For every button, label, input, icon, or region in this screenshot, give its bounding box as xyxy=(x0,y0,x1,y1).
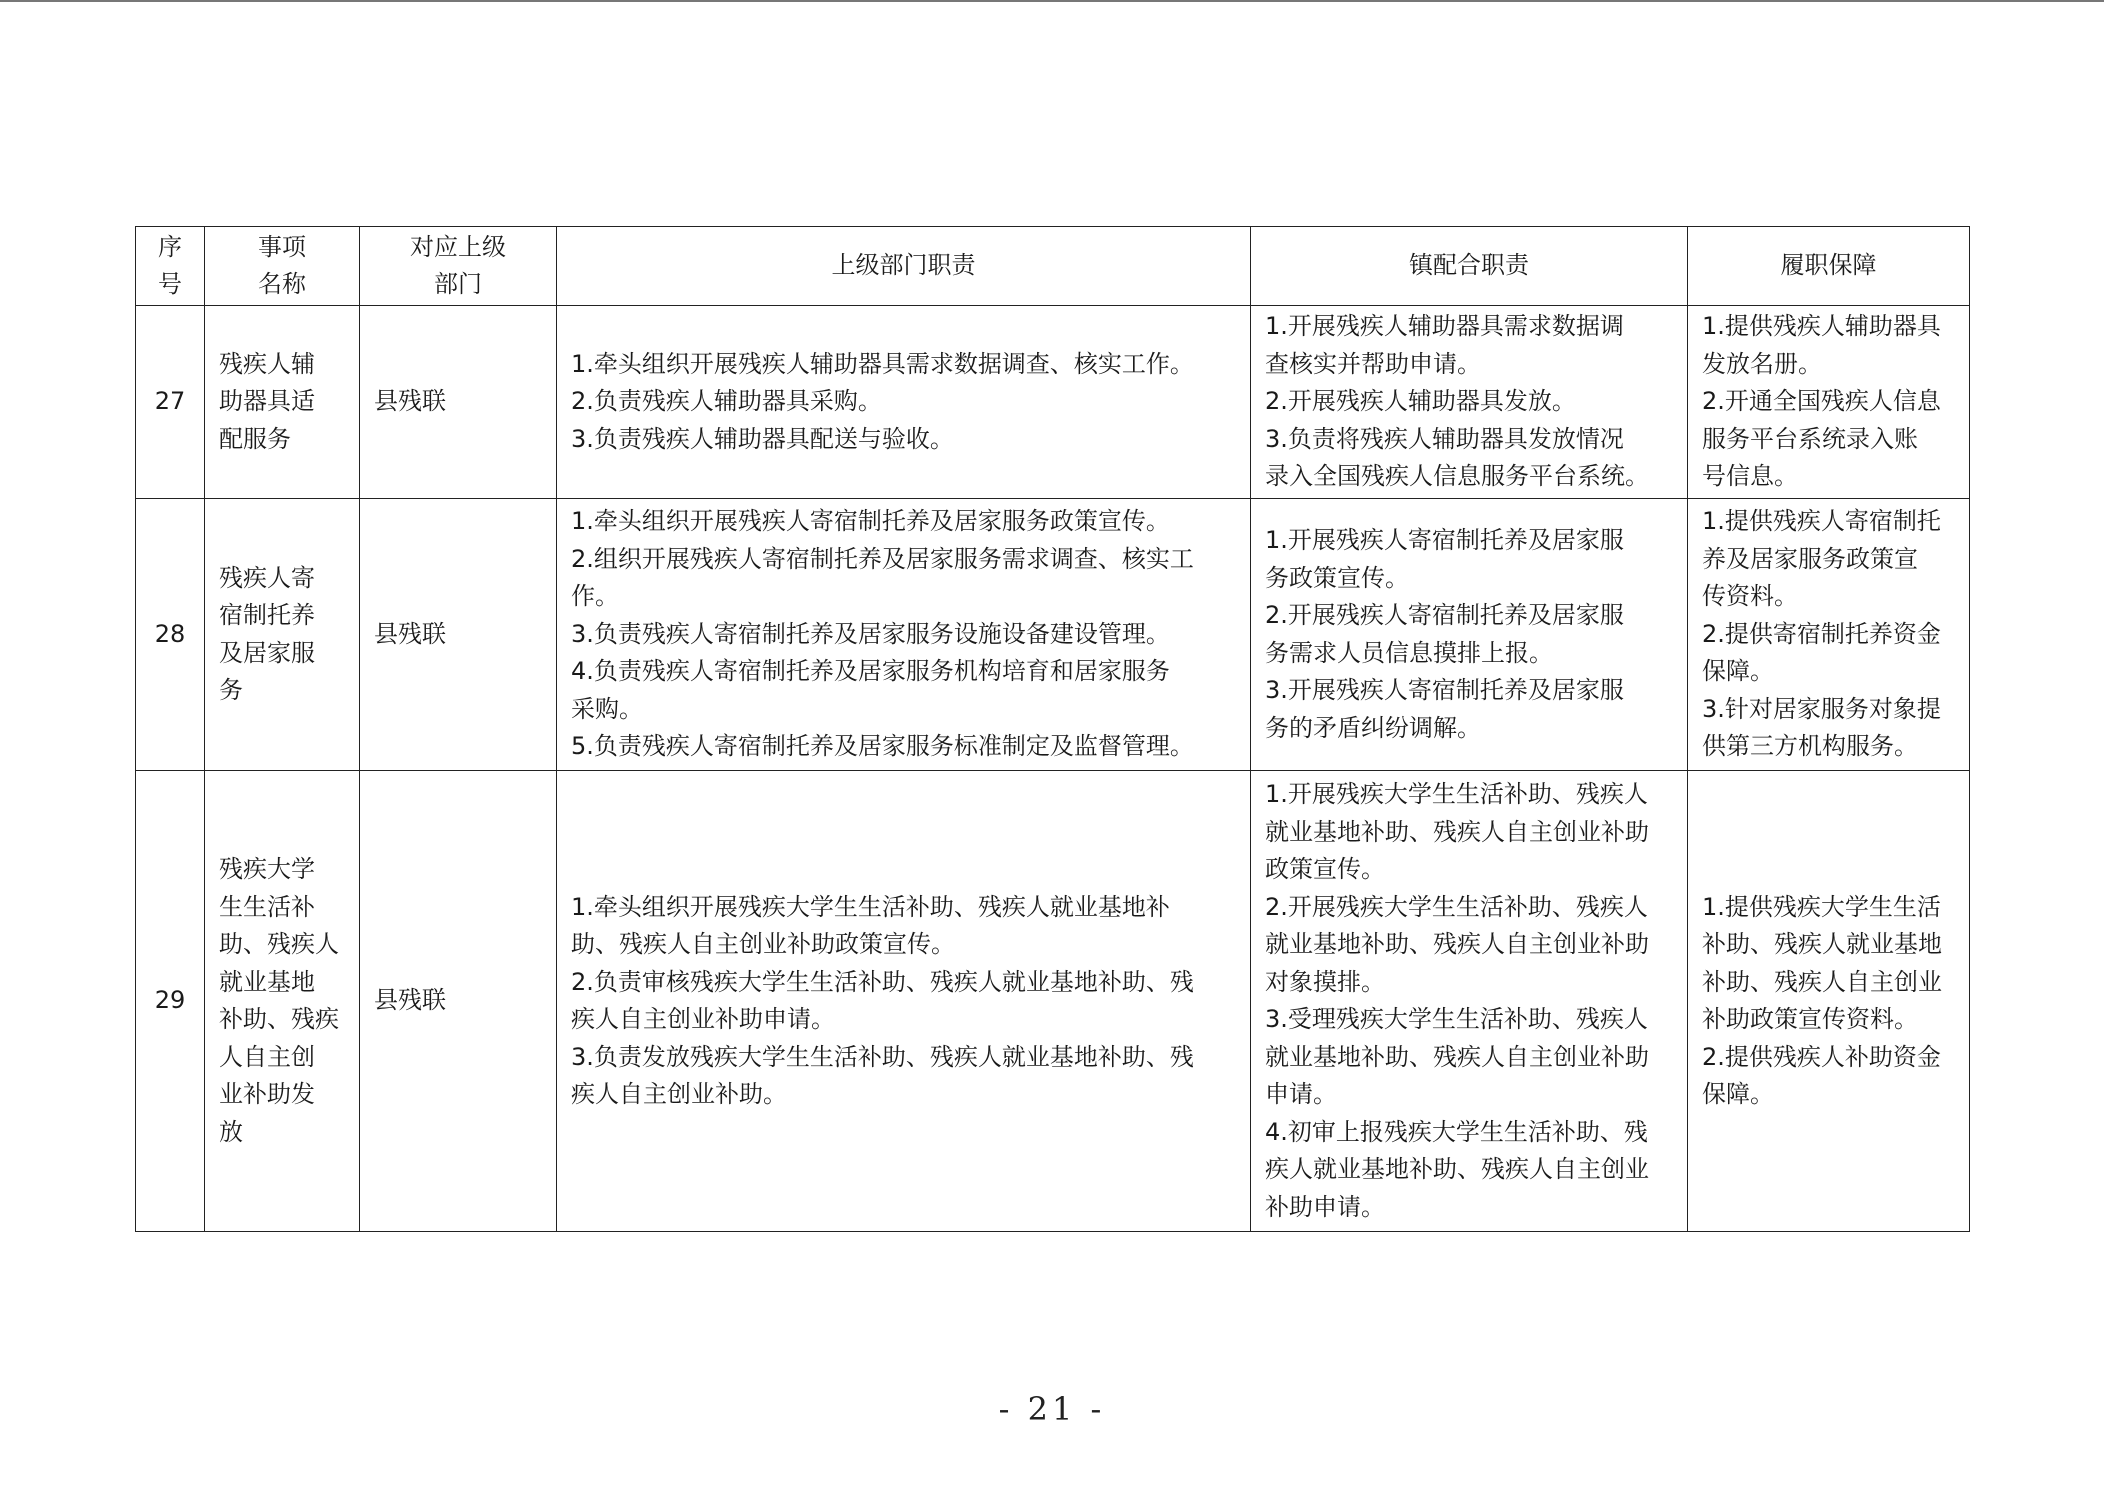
town-duties: 1.开展残疾人辅助器具需求数据调 查核实并帮助申请。 2.开展残疾人辅助器具发放。 3.负责将残疾人辅助器具发放情况 录入全国残疾人信息服务平台系统。 xyxy=(1251,306,1688,499)
item-name: 残疾人辅 助器具适 配服务 xyxy=(205,306,360,499)
page-number: - 21 - xyxy=(998,1390,1106,1428)
duty-table xyxy=(135,226,1970,1232)
table-row xyxy=(136,306,1970,499)
table-row xyxy=(136,771,1970,1232)
superior-duties: 1.牵头组织开展残疾人寄宿制托养及居家服务政策宣传。 2.组织开展残疾人寄宿制托养及居家服务需求调查、核实工 作。 3.负责残疾人寄宿制托养及居家服务设施设备建设管理。 4.负责残疾人寄宿制托养及居家服务机构培育和居家服务 采购。 5.负责残疾人寄宿制托养及居家服务标准制定及监督管理。 xyxy=(557,499,1251,771)
town-duties: 1.开展残疾人寄宿制托养及居家服 务政策宣传。 2.开展残疾人寄宿制托养及居家服 务需求人员信息摸排上报。 3.开展残疾人寄宿制托养及居家服 务的矛盾纠纷调解。 xyxy=(1251,499,1688,771)
table-row xyxy=(136,499,1970,771)
header-superior-duties: 上级部门职责 xyxy=(557,227,1251,306)
header-no: 序 号 xyxy=(136,227,205,306)
item-name: 残疾大学 生生活补 助、残疾人 就业基地 补助、残疾 人自主创 业补助发 放 xyxy=(205,771,360,1232)
row-number: 27 xyxy=(136,306,205,499)
guarantee: 1.提供残疾人寄宿制托 养及居家服务政策宣 传资料。 2.提供寄宿制托养资金 保障。 3.针对居家服务对象提 供第三方机构服务。 xyxy=(1688,499,1970,771)
superior-duties: 1.牵头组织开展残疾大学生生活补助、残疾人就业基地补 助、残疾人自主创业补助政策宣传。 2.负责审核残疾大学生生活补助、残疾人就业基地补助、残 疾人自主创业补助申请。 3.负责发放残疾大学生生活补助、残疾人就业基地补助、残 疾人自主创业补助。 xyxy=(557,771,1251,1232)
table-header-row xyxy=(136,227,1970,306)
town-duties: 1.开展残疾大学生生活补助、残疾人 就业基地补助、残疾人自主创业补助 政策宣传。 2.开展残疾大学生生活补助、残疾人 就业基地补助、残疾人自主创业补助 对象摸排。 3.受理残疾大学生生活补助、残疾人 就业基地补助、残疾人自主创业补助 申请。 4.初审上报残疾大学生生活补助、残 疾人就业基地补助、残疾人自主创业 补助申请。 xyxy=(1251,771,1688,1232)
superior-dept: 县残联 xyxy=(360,771,557,1232)
guarantee: 1.提供残疾人辅助器具 发放名册。 2.开通全国残疾人信息 服务平台系统录入账 号信息。 xyxy=(1688,306,1970,499)
superior-duties: 1.牵头组织开展残疾人辅助器具需求数据调查、核实工作。 2.负责残疾人辅助器具采购。 3.负责残疾人辅助器具配送与验收。 xyxy=(557,306,1251,499)
header-town-duties: 镇配合职责 xyxy=(1251,227,1688,306)
header-guarantee: 履职保障 xyxy=(1688,227,1970,306)
superior-dept: 县残联 xyxy=(360,306,557,499)
row-number: 29 xyxy=(136,771,205,1232)
page-top-border xyxy=(0,0,2104,2)
item-name: 残疾人寄 宿制托养 及居家服 务 xyxy=(205,499,360,771)
row-number: 28 xyxy=(136,499,205,771)
superior-dept: 县残联 xyxy=(360,499,557,771)
header-item-name: 事项 名称 xyxy=(205,227,360,306)
header-superior-dept: 对应上级 部门 xyxy=(360,227,557,306)
guarantee: 1.提供残疾大学生生活 补助、残疾人就业基地 补助、残疾人自主创业 补助政策宣传资料。 2.提供残疾人补助资金 保障。 xyxy=(1688,771,1970,1232)
